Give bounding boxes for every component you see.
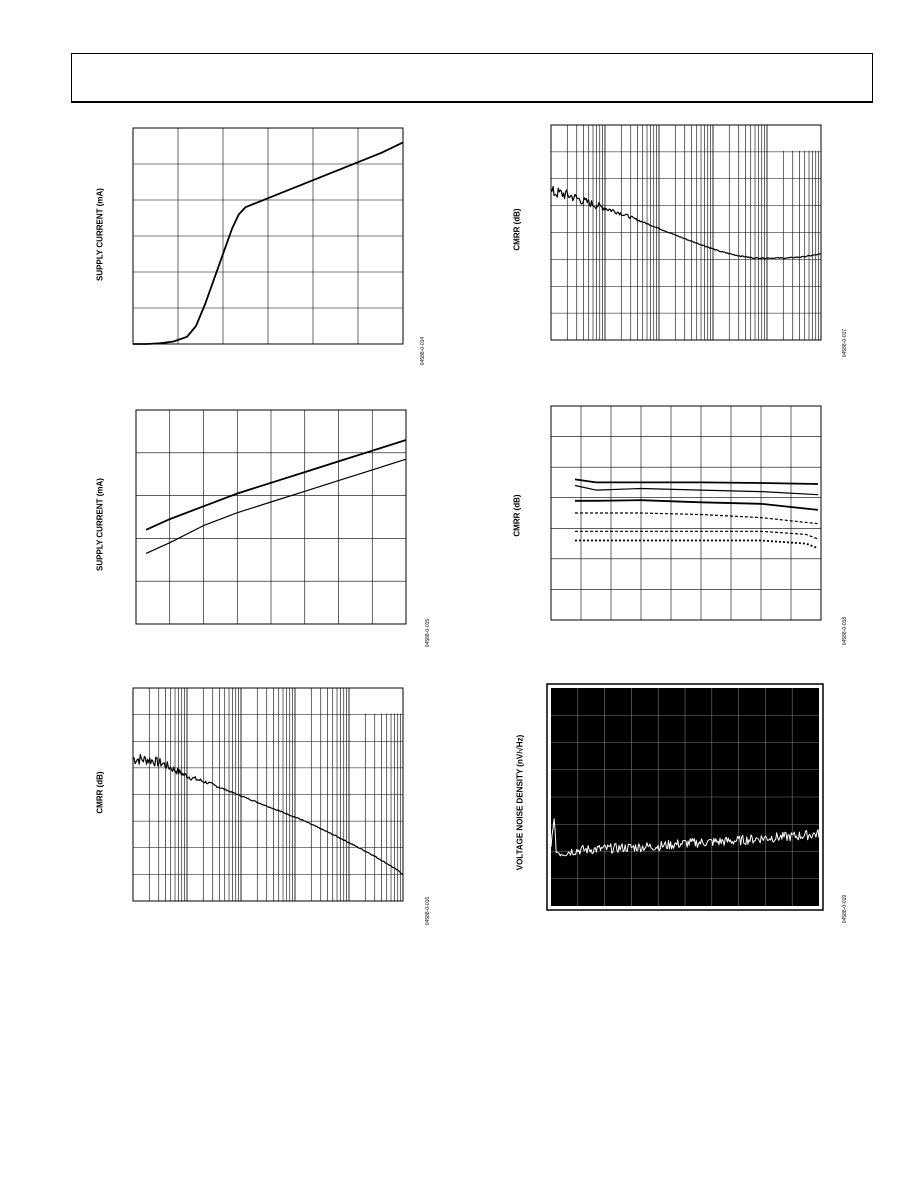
series-line-1 <box>551 187 821 259</box>
series-line-4 <box>575 513 818 524</box>
page-header-box <box>71 53 873 103</box>
chart-panel-4 <box>500 115 860 375</box>
chart-cmrr-1 <box>80 678 440 940</box>
chart-cmrr-2 <box>500 115 860 375</box>
series-line-1 <box>133 755 403 875</box>
y-axis-label: CMRR (dB) <box>512 494 522 537</box>
chart-supply-current-1 <box>80 120 440 380</box>
chart-voltage-noise-density <box>500 678 860 940</box>
figure-id: 04588-0-019 <box>842 894 848 924</box>
chart-supply-current-2 <box>80 400 440 665</box>
chart-panel-5 <box>500 396 860 658</box>
chart-panel-3 <box>80 678 440 940</box>
y-axis-label: CMRR (dB) <box>512 208 522 251</box>
series-line-2 <box>146 459 406 553</box>
chart-panel-1 <box>80 120 440 380</box>
y-axis-label: SUPPLY CURRENT (mA) <box>95 478 105 571</box>
series-line-5 <box>575 531 818 539</box>
figure-id: 04588-0-014 <box>420 336 426 366</box>
y-axis-label: CMRR (dB) <box>95 771 105 814</box>
y-axis-label: SUPPLY CURRENT (mA) <box>95 188 105 281</box>
figure-id: 04588-0-015 <box>425 618 431 648</box>
series-line-6 <box>575 541 818 549</box>
chart-panel-2 <box>80 400 440 665</box>
chart-panel-6 <box>500 678 860 940</box>
series-line-1 <box>575 479 818 484</box>
series-line-3 <box>575 500 818 510</box>
series-line-2 <box>575 486 818 495</box>
chart-cmrr-3 <box>500 396 860 658</box>
figure-id: 04588-0-017 <box>842 328 848 358</box>
y-axis-label: VOLTAGE NOISE DENSITY (nV/√Hz) <box>515 734 525 871</box>
figure-id: 04588-0-016 <box>425 896 431 926</box>
figure-id: 04588-0-018 <box>842 616 848 646</box>
series-line-1 <box>146 440 406 530</box>
